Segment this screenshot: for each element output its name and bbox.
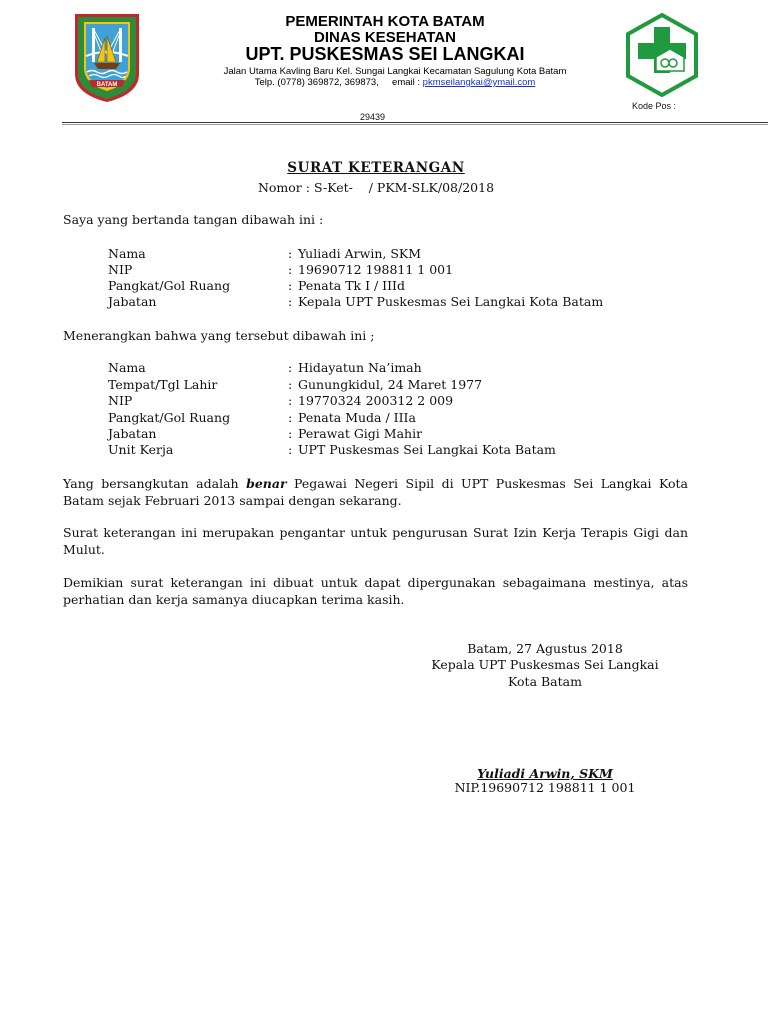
field-value: Gunungkidul, 24 Maret 1977 <box>298 377 483 392</box>
closing-paragraph: Demikian surat keterangan ini dibuat untuk dapat dipergunakan sebagaimana mestinya, atas perhatian dan kerja samanya diucapkan terima kasih. <box>63 575 688 607</box>
field-separator: : <box>288 442 293 457</box>
email-link[interactable]: pkmseilangkai@ymail.com <box>422 77 536 88</box>
signature-city: Kota Batam <box>508 674 582 689</box>
puskesmas-logo <box>626 13 698 97</box>
government-name: PEMERINTAH KOTA BATAM <box>285 13 485 30</box>
batam-city-emblem <box>72 12 142 104</box>
field-separator: : <box>288 360 293 375</box>
signer-name <box>330 766 760 781</box>
field-value: Kepala UPT Puskesmas Sei Langkai Kota Batam <box>298 294 604 309</box>
letterhead-divider <box>62 122 768 125</box>
signature-position: Kepala UPT Puskesmas Sei Langkai <box>431 657 659 672</box>
signature-place-date: Batam, 27 Agustus 2018 <box>467 641 623 656</box>
field-value: 19770324 200312 2 009 <box>298 393 454 408</box>
field-label: Unit Kerja <box>108 442 174 457</box>
field-value: Hidayatun Na’imah <box>298 360 422 375</box>
intro-sentence: Saya yang bertanda tangan dibawah ini : <box>63 212 324 227</box>
field-value: Penata Muda / IIIa <box>298 410 416 425</box>
field-value: Yuliadi Arwin, SKM <box>298 246 422 261</box>
field-value: 19690712 198811 1 001 <box>298 262 454 277</box>
field-separator: : <box>288 410 293 425</box>
letter-number: Nomor : S-Ket- / PKM-SLK/08/2018 <box>257 180 495 195</box>
signer-nip: NIP.19690712 198811 1 001 <box>454 780 636 795</box>
field-label: Nama <box>108 360 146 375</box>
states-sentence: Menerangkan bahwa yang tersebut dibawah ini ; <box>63 328 375 343</box>
letter-title: SURAT KETERANGAN <box>287 160 465 176</box>
field-label: Nama <box>108 246 146 261</box>
paragraph-text: Pegawai Negeri Sipil di UPT Puskesmas Sei Langkai Kota Batam sejak Februari 2013 sampai dengan sekarang. <box>63 476 689 508</box>
signer-name-text: Yuliadi Arwin, SKM <box>477 766 613 781</box>
field-separator: : <box>288 278 293 293</box>
emblem-banner-text: BATAM <box>96 82 118 88</box>
field-value: UPT Puskesmas Sei Langkai Kota Batam <box>298 442 556 457</box>
field-value: Perawat Gigi Mahir <box>298 426 423 441</box>
field-separator: : <box>288 377 293 392</box>
field-label: Pangkat/Gol Ruang <box>108 278 231 293</box>
postcode-value: 29439 <box>360 112 386 122</box>
unit-name: UPT. PUSKESMAS SEI LANGKAI <box>245 44 525 64</box>
field-label: NIP <box>108 393 133 408</box>
field-value: Penata Tk I / IIId <box>298 278 405 293</box>
field-label: Jabatan <box>108 426 157 441</box>
field-separator: : <box>288 426 293 441</box>
phone-text: Telp. (0778) 369872, 369873, email : <box>254 77 423 88</box>
field-label: Tempat/Tgl Lahir <box>108 377 218 392</box>
field-separator: : <box>288 246 293 261</box>
field-separator: : <box>288 262 293 277</box>
field-label: Jabatan <box>108 294 157 309</box>
field-separator: : <box>288 393 293 408</box>
purpose-paragraph: Surat keterangan ini merupakan pengantar untuk pengurusan Surat Izin Kerja Terapis Gigi dan Mulut. <box>63 525 688 557</box>
field-label: Pangkat/Gol Ruang <box>108 410 231 425</box>
contact-line <box>150 77 640 88</box>
field-separator: : <box>288 294 293 309</box>
paragraph-text: Yang bersangkutan adalah <box>63 476 247 491</box>
field-label: NIP <box>108 262 133 277</box>
department-name: DINAS KESEHATAN <box>314 29 456 46</box>
address-line: Jalan Utama Kavling Baru Kel. Sungai Langkai Kecamatan Sagulung Kota Batam <box>223 66 567 77</box>
emphasis-text: benar <box>246 476 287 491</box>
employment-paragraph <box>63 476 688 509</box>
postcode-label: Kode Pos : <box>632 101 677 111</box>
